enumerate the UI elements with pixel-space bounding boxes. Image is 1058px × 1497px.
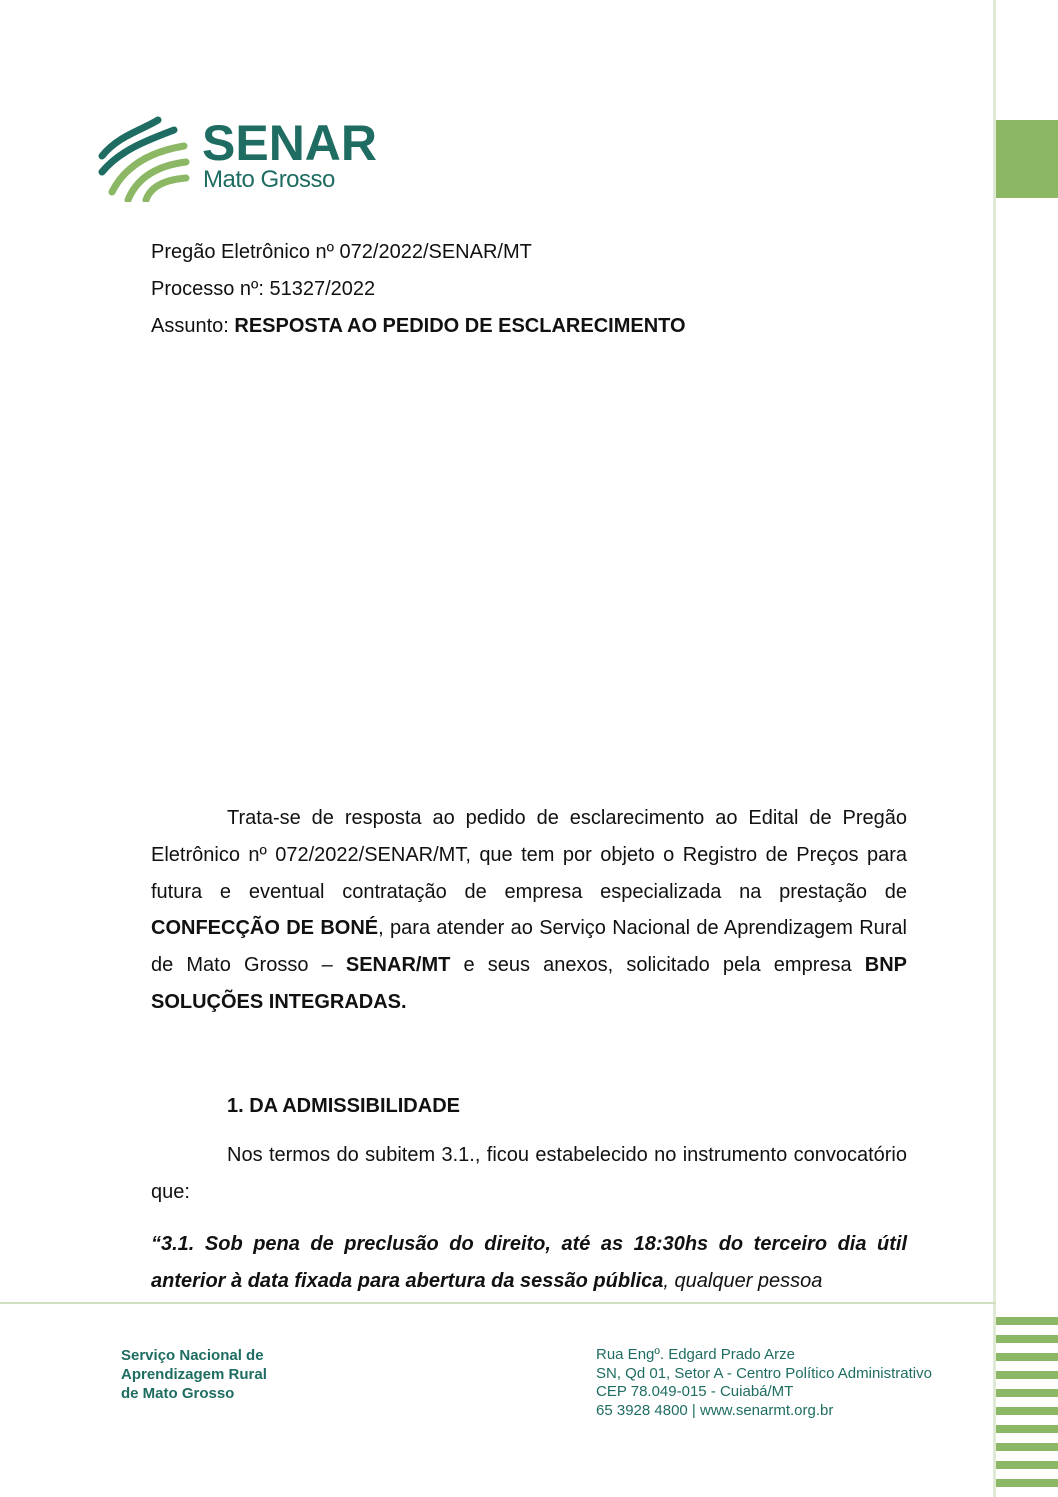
footer-address — [596, 1346, 932, 1420]
footer-stripe — [996, 1371, 1058, 1379]
logo-name: SENAR — [202, 115, 378, 171]
footer-stripe — [996, 1353, 1058, 1361]
intro-text-3: e seus anexos, solicitado pela empresa — [450, 954, 865, 977]
senar-leaf-icon — [98, 116, 190, 202]
footer-address-line: SN, Qd 01, Setor A - Centro Político Administrativo — [596, 1364, 932, 1382]
footer-stripe — [996, 1461, 1058, 1469]
assunto-value: RESPOSTA AO PEDIDO DE ESCLARECIMENTO — [234, 315, 686, 337]
footer-stripe — [996, 1317, 1058, 1325]
footer-stripe — [996, 1389, 1058, 1397]
logo-subtitle: Mato Grosso — [203, 166, 335, 193]
right-accent-block — [996, 120, 1058, 198]
section-heading: 1. DA ADMISSIBILIDADE — [227, 1095, 460, 1117]
intro-paragraph — [151, 800, 907, 1021]
assunto-label: Assunto: — [151, 315, 235, 337]
header-assunto — [151, 314, 686, 338]
quote-bold: “3.1. Sob pena de preclusão do direito, até as 18:30hs do terceiro dia útil anterior à data fixada para abertura da sessão pública — [151, 1233, 907, 1292]
footer-stripe — [996, 1443, 1058, 1451]
footer-organization — [121, 1346, 267, 1403]
footer-divider — [0, 1302, 996, 1304]
intro-text-1: Trata-se de resposta ao pedido de esclarecimento ao Edital de Pregão Eletrônico nº 072/2022/SENAR/MT, que tem por objeto o Registro de Preços para futura e eventual contratação de empresa especializada na prestação de — [151, 807, 907, 903]
intro-text-2: , para atender ao Serviço Nacional de Aprendizagem Rural de Mato Grosso – — [151, 917, 907, 977]
footer-stripe — [996, 1407, 1058, 1415]
intro-bold-company: BNP SOLUÇÕES INTEGRADAS. — [151, 954, 907, 1013]
footer-address-line: Rua Engº. Edgard Prado Arze — [596, 1346, 795, 1363]
footer-stripe — [996, 1335, 1058, 1343]
header-processo: Processo nº: 51327/2022 — [151, 278, 376, 300]
right-border-line — [993, 0, 996, 1497]
section-paragraph: Nos termos do subitem 3.1., ficou estabelecido no instrumento convocatório que: — [151, 1144, 907, 1203]
footer-stripe — [996, 1479, 1058, 1487]
intro-bold-senar: SENAR/MT — [345, 954, 451, 977]
footer-org-line: Serviço Nacional de — [121, 1347, 264, 1364]
footer-stripe — [996, 1425, 1058, 1433]
footer-org-line: de Mato Grosso — [121, 1385, 235, 1402]
footer-address-line: CEP 78.049-015 - Cuiabá/MT — [596, 1383, 794, 1400]
footer-contact-line: 65 3928 4800 | www.senarmt.org.br — [596, 1401, 834, 1419]
header-pregao: Pregão Eletrônico nº 072/2022/SENAR/MT — [151, 241, 532, 263]
quote-paragraph — [151, 1226, 907, 1300]
quote-rest: , qualquer pessoa — [663, 1269, 823, 1292]
intro-bold-object: CONFECÇÃO DE BONÉ — [151, 917, 379, 940]
footer-org-line: Aprendizagem Rural — [121, 1366, 267, 1383]
